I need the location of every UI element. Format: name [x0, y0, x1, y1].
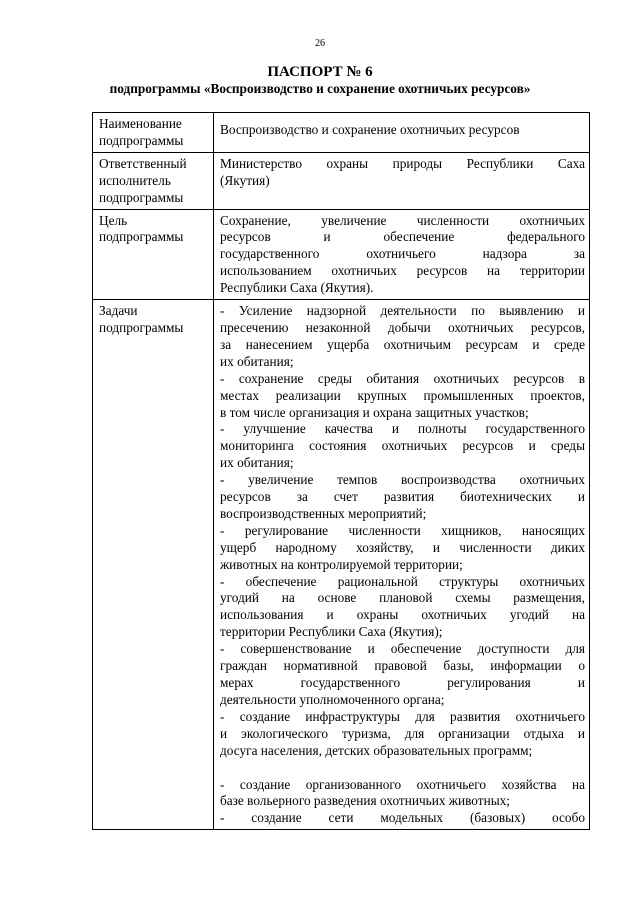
- row-value-line: их обитания;: [220, 353, 294, 369]
- table-row: [93, 152, 590, 209]
- row-label-line: Цель: [99, 212, 128, 228]
- row-value-line: ущерб народному хозяйству, и численности диких: [220, 539, 585, 555]
- row-value-line: государственного охотничьего надзора за: [220, 246, 585, 262]
- row-value-line: Республики Саха (Якутия).: [220, 280, 374, 296]
- row-value-line: (Якутия): [220, 172, 270, 188]
- row-value-line: - Усиление надзорной деятельности по выявлению и: [220, 303, 585, 319]
- row-value-line: - увеличение темпов воспроизводства охотничьих: [220, 472, 585, 488]
- row-value-line: угодий на основе плановой схемы размещения,: [220, 590, 585, 606]
- row-value-line: - регулирование численности хищников, наносящих: [220, 522, 585, 538]
- row-label-line: Ответственный: [99, 155, 187, 171]
- table-row: [93, 300, 590, 830]
- row-value-line: за нанесением ущерба охотничьим ресурсам и среде: [220, 336, 585, 352]
- document-subtitle: подпрограммы «Воспроизводство и сохранение охотничьих ресурсов»: [109, 81, 531, 96]
- row-value-line: животных на контролируемой территории;: [220, 556, 463, 572]
- row-value-line: мерах государственного регулирования и: [220, 675, 585, 690]
- row-value-line: воспроизводственных мероприятий;: [220, 505, 427, 521]
- row-value-line: использования и охраны охотничьих угодий на: [220, 607, 585, 623]
- row-label-line: подпрограммы: [99, 189, 184, 205]
- row-label-line: подпрограммы: [99, 132, 184, 148]
- row-value-line: территории Республики Саха (Якутия);: [220, 624, 443, 640]
- row-label-line: Наименование: [99, 116, 182, 131]
- blank-line: [220, 760, 585, 777]
- passport-table: [92, 112, 590, 830]
- row-value-cell: [214, 209, 590, 300]
- row-value-line: досуга населения, детских образовательных программ;: [220, 742, 533, 758]
- row-value-line: Воспроизводство и сохранение охотничьих ресурсов: [220, 122, 520, 137]
- row-value-line: и экологического туризма, для организации отдыха и: [220, 725, 585, 741]
- row-value-line: - улучшение качества и полноты государственного: [220, 421, 585, 437]
- row-value-line: граждан нормативной правовой базы, информации о: [220, 658, 585, 674]
- row-label-line: подпрограммы: [99, 319, 184, 335]
- row-label-cell: [93, 152, 214, 209]
- document-title: ПАСПОРТ № 6: [267, 64, 373, 80]
- row-label-cell: [93, 209, 214, 300]
- row-label-line: Задачи: [99, 303, 138, 319]
- row-label-line: исполнитель: [99, 172, 171, 188]
- row-value-cell: [214, 152, 590, 209]
- row-value-line: - создание сети модельных (базовых) особо: [220, 810, 585, 826]
- row-value-line: деятельности уполномоченного органа;: [220, 691, 445, 707]
- row-value-line: местах реализации крупных промышленных проектов,: [220, 387, 585, 403]
- row-label-cell: [93, 300, 214, 830]
- row-value-line: - обеспечение рациональной структуры охотничьих: [220, 573, 585, 589]
- row-value-line: базе вольерного разведения охотничьих животных;: [220, 793, 510, 809]
- row-value-line: - совершенствование и обеспечение доступности для: [220, 641, 585, 657]
- row-value-line: использованием охотничьих ресурсов на территории: [220, 263, 585, 279]
- table-row: [93, 113, 590, 153]
- row-value-line: пресечению незаконной добычи охотничьих ресурсов,: [220, 319, 585, 335]
- row-value-line: Сохранение, увеличение численности охотничьих: [220, 212, 585, 228]
- row-value-cell: [214, 300, 590, 830]
- page-number: 26: [315, 38, 325, 49]
- row-value-line: мониторинга состояния охотничьих ресурсов и среды: [220, 438, 585, 454]
- row-label-line: подпрограммы: [99, 229, 184, 245]
- row-value-line: - создание инфраструктуры для развития охотничьего: [220, 708, 585, 724]
- row-value-line: их обитания;: [220, 455, 294, 471]
- row-value-line: - сохранение среды обитания охотничьих ресурсов в: [220, 370, 585, 386]
- row-value-line: в том числе организация и охрана защитных участков;: [220, 404, 529, 420]
- row-value-cell: [214, 113, 590, 153]
- row-value-line: - создание организованного охотничьего хозяйства на: [220, 776, 585, 792]
- row-value-line: ресурсов и обеспечение федерального: [220, 229, 585, 245]
- table-row: [93, 209, 590, 300]
- row-label-cell: [93, 113, 214, 153]
- row-value-line: ресурсов за счет развития биотехнических и: [220, 489, 585, 505]
- row-value-line: Министерство охраны природы Республики Саха: [220, 155, 585, 171]
